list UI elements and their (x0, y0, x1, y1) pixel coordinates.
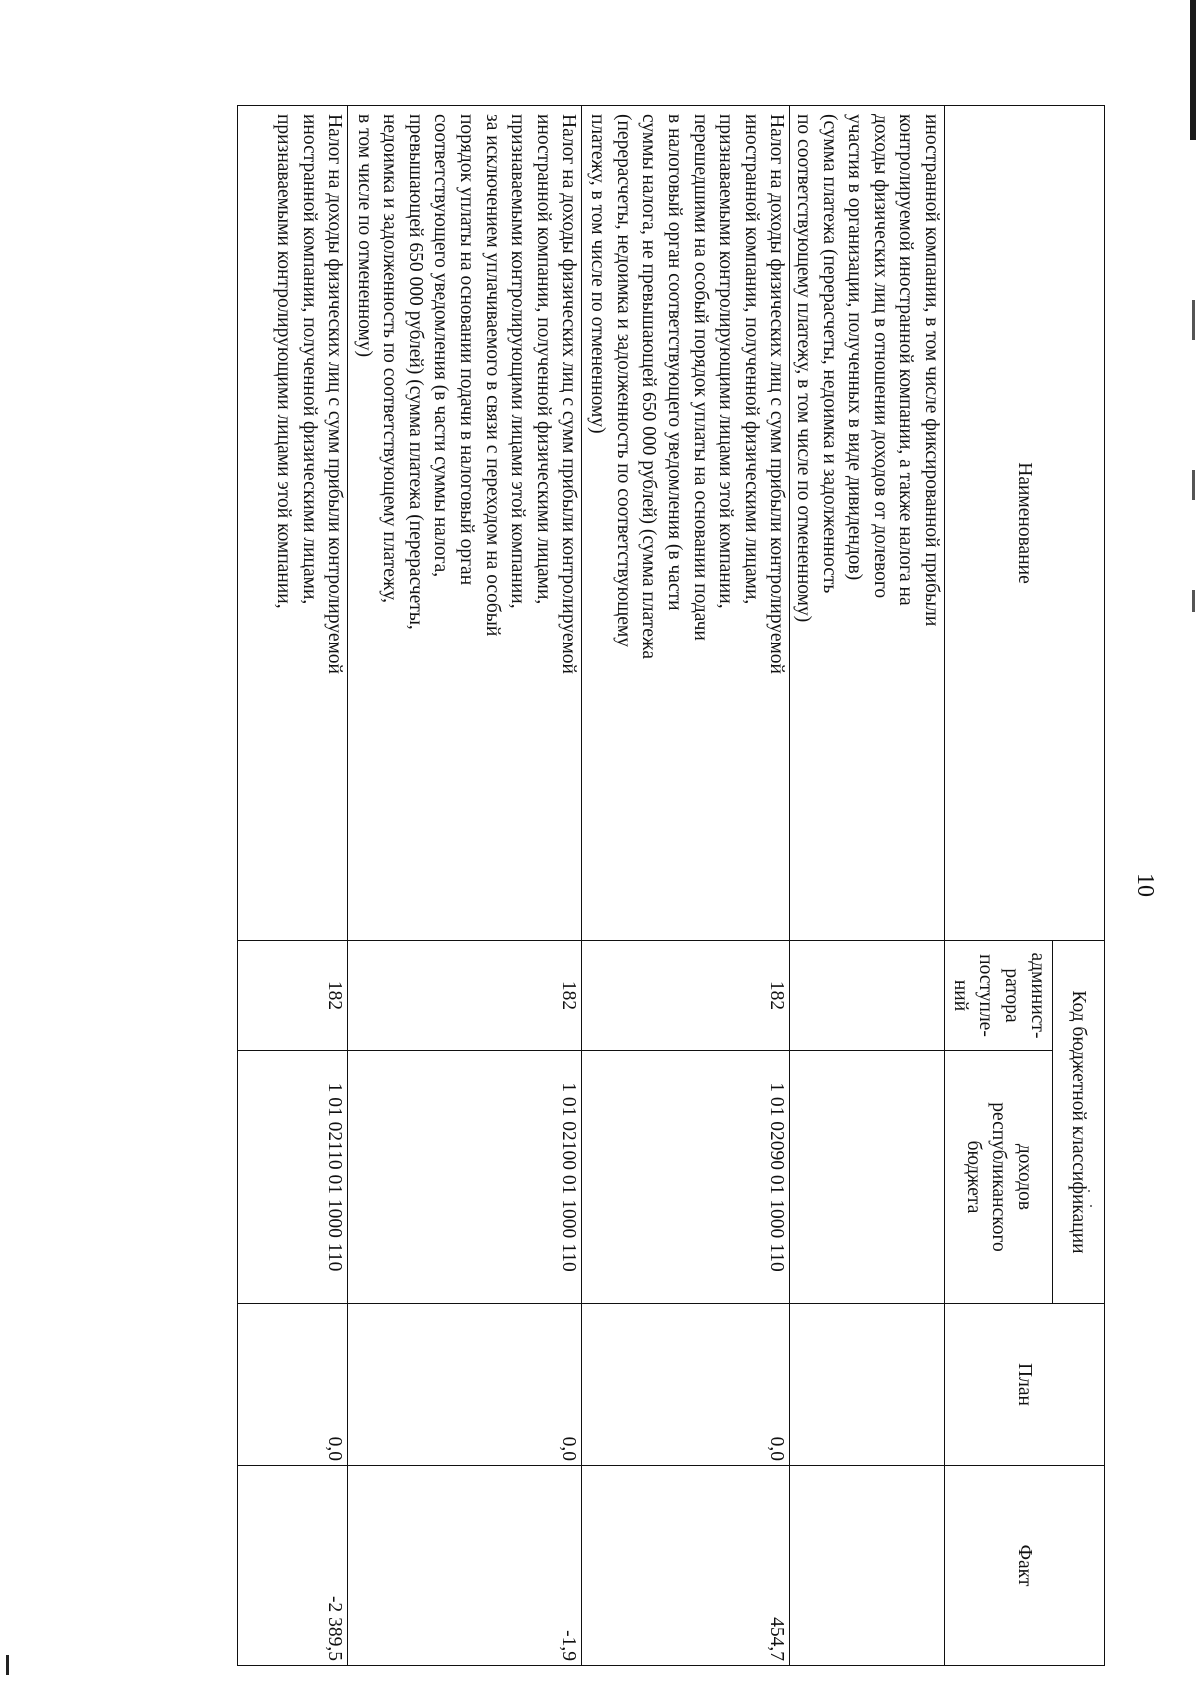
row-name: иностранной компании, в том числе фиксированной прибыли контролируемой иностранной компании, а также налога на доходы физических лиц в отношении доходов от долевого участия в организации, полученных в виде дивидендов) (сумма платежа (перерасчеты, недоимка и задолженность по соответствующему платежу, в том числе по отмененному) (790, 106, 945, 941)
row-admin (790, 941, 945, 1051)
row-code: 1 01 02100 01 1000 110 (348, 1051, 582, 1304)
rotated-page (70, 105, 1160, 1665)
table-row (238, 106, 348, 1666)
row-code: 1 01 02110 01 1000 110 (238, 1051, 348, 1304)
row-admin: 182 (582, 941, 790, 1051)
row-fact: 454,7 (582, 1466, 790, 1666)
row-plan: 0,0 (582, 1304, 790, 1466)
row-code (790, 1051, 945, 1304)
header-name: Наименование (945, 106, 1105, 941)
scan-mark (6, 1655, 9, 1675)
table-header-row (1053, 106, 1105, 1666)
row-plan (790, 1304, 945, 1466)
header-code-group: Код бюджетной классификации (1053, 941, 1105, 1304)
row-plan: 0,0 (238, 1304, 348, 1466)
header-admin: админист-ратора поступле-ний (945, 941, 1053, 1051)
scan-edge-bar (1190, 0, 1196, 140)
table-row (582, 106, 790, 1666)
row-name: Налог на доходы физических лиц с сумм прибыли контролируемой иностранной компании, полученной физическими лицами, признаваемыми контролирующими лицами этой компании, перешедшими на особый порядок уплаты на основании подачи в налоговый орган соответствующего уведомления (в части суммы налога, не превышающей 650 000 рублей) (сумма платежа (перерасчеты, недоимка и задолженность по соответствующему платежу, в том числе по отмененному) (582, 106, 790, 941)
row-plan: 0,0 (348, 1304, 582, 1466)
table-row (348, 106, 582, 1666)
row-name: Налог на доходы физических лиц с сумм прибыли контролируемой иностранной компании, полученной физическими лицами, признаваемыми контролирующими лицами этой компании, за исключением уплачиваемого в связи с переходом на особый порядок уплаты на основании подачи в налоговый орган соответствующего уведомления (в части суммы налога, превышающей 650 000 рублей) (сумма платежа (перерасчеты, недоимка и задолженность по соответствующему платежу, в том числе по отмененному) (348, 106, 582, 941)
row-fact: -2 389,5 (238, 1466, 348, 1666)
row-fact: -1,9 (348, 1466, 582, 1666)
row-name: Налог на доходы физических лиц с сумм прибыли контролируемой иностранной компании, полученной физическими лицами, признаваемыми контролирующими лицами этой компании, (238, 106, 348, 941)
budget-table (237, 105, 1105, 1666)
row-admin: 182 (348, 941, 582, 1051)
row-fact (790, 1466, 945, 1666)
row-code: 1 01 02090 01 1000 110 (582, 1051, 790, 1304)
scan-edge-dash (1192, 300, 1195, 340)
scan-edge-dash (1192, 470, 1195, 500)
row-admin: 182 (238, 941, 348, 1051)
header-fact: Факт (945, 1466, 1105, 1666)
header-plan: План (945, 1304, 1105, 1466)
header-revenue: доходов республиканского бюджета (945, 1051, 1053, 1304)
page-number: 10 (1132, 873, 1158, 897)
table-row (790, 106, 945, 1666)
scan-edge-dash (1192, 590, 1195, 612)
